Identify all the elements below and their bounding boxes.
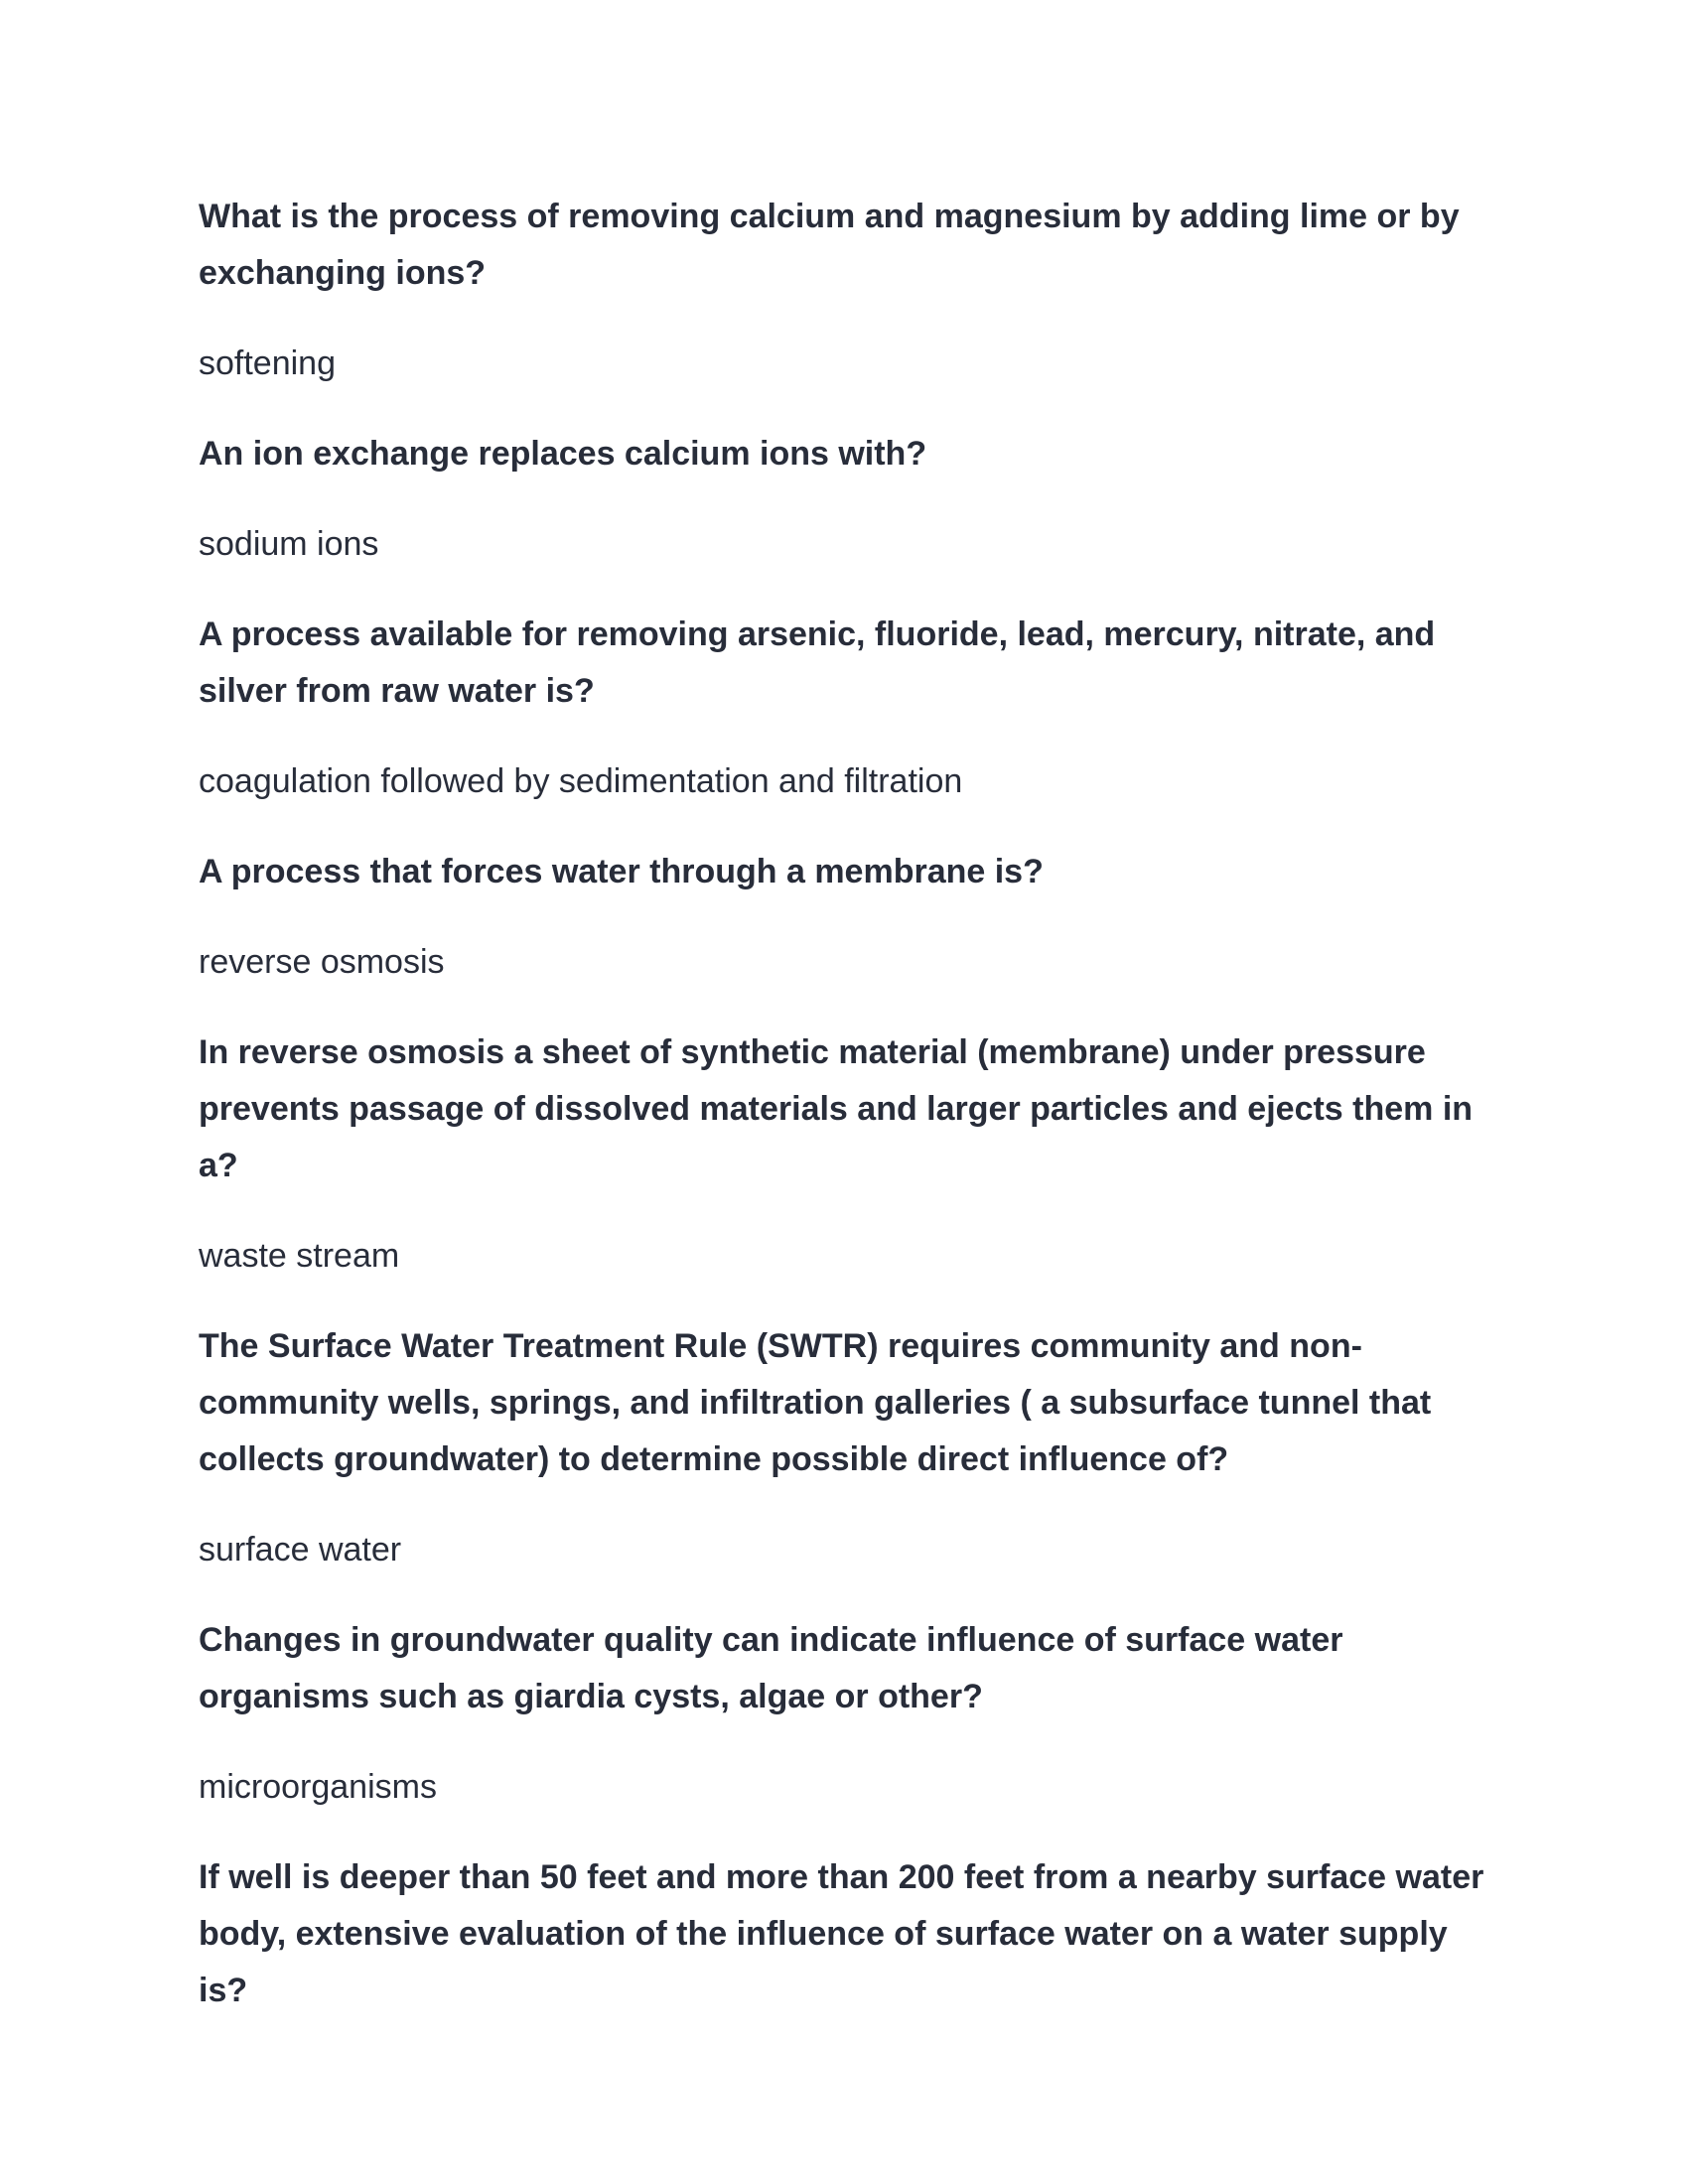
answer-text: waste stream bbox=[199, 1237, 400, 1275]
question-text: What is the process of removing calcium and magnesium by adding lime or by exchanging ions? bbox=[199, 198, 1460, 292]
answer-text: surface water bbox=[199, 1531, 402, 1569]
document-page bbox=[199, 189, 1489, 2019]
question-text: If well is deeper than 50 feet and more than 200 feet from a nearby surface water body, extensive evaluation of the influence of surface water on a water supply is? bbox=[199, 1858, 1484, 2009]
qa-item bbox=[199, 1849, 1489, 2019]
qa-item bbox=[199, 1318, 1489, 1578]
question-text: A process that forces water through a membrane is? bbox=[199, 853, 1044, 890]
qa-item bbox=[199, 607, 1489, 810]
question-text: An ion exchange replaces calcium ions with? bbox=[199, 435, 927, 473]
answer-text: reverse osmosis bbox=[199, 943, 445, 981]
qa-item bbox=[199, 189, 1489, 392]
qa-item bbox=[199, 1024, 1489, 1285]
question-text: Changes in groundwater quality can indicate influence of surface water organisms such as giardia cysts, algae or other? bbox=[199, 1621, 1343, 1715]
qa-item bbox=[199, 1612, 1489, 1816]
question-text: The Surface Water Treatment Rule (SWTR) requires community and non-community wells, springs, and infiltration galleries ( a subsurface tunnel that collects groundwater) to determine possible direct influence of? bbox=[199, 1327, 1432, 1478]
answer-text: softening bbox=[199, 344, 336, 382]
answer-text: microorganisms bbox=[199, 1768, 437, 1806]
qa-item bbox=[199, 844, 1489, 991]
answer-text: coagulation followed by sedimentation and filtration bbox=[199, 762, 963, 800]
qa-item bbox=[199, 426, 1489, 573]
answer-text: sodium ions bbox=[199, 525, 379, 563]
question-text: A process available for removing arsenic, fluoride, lead, mercury, nitrate, and silver from raw water is? bbox=[199, 615, 1436, 710]
question-text: In reverse osmosis a sheet of synthetic material (membrane) under pressure prevents passage of dissolved materials and larger particles and ejects them in a? bbox=[199, 1033, 1474, 1184]
